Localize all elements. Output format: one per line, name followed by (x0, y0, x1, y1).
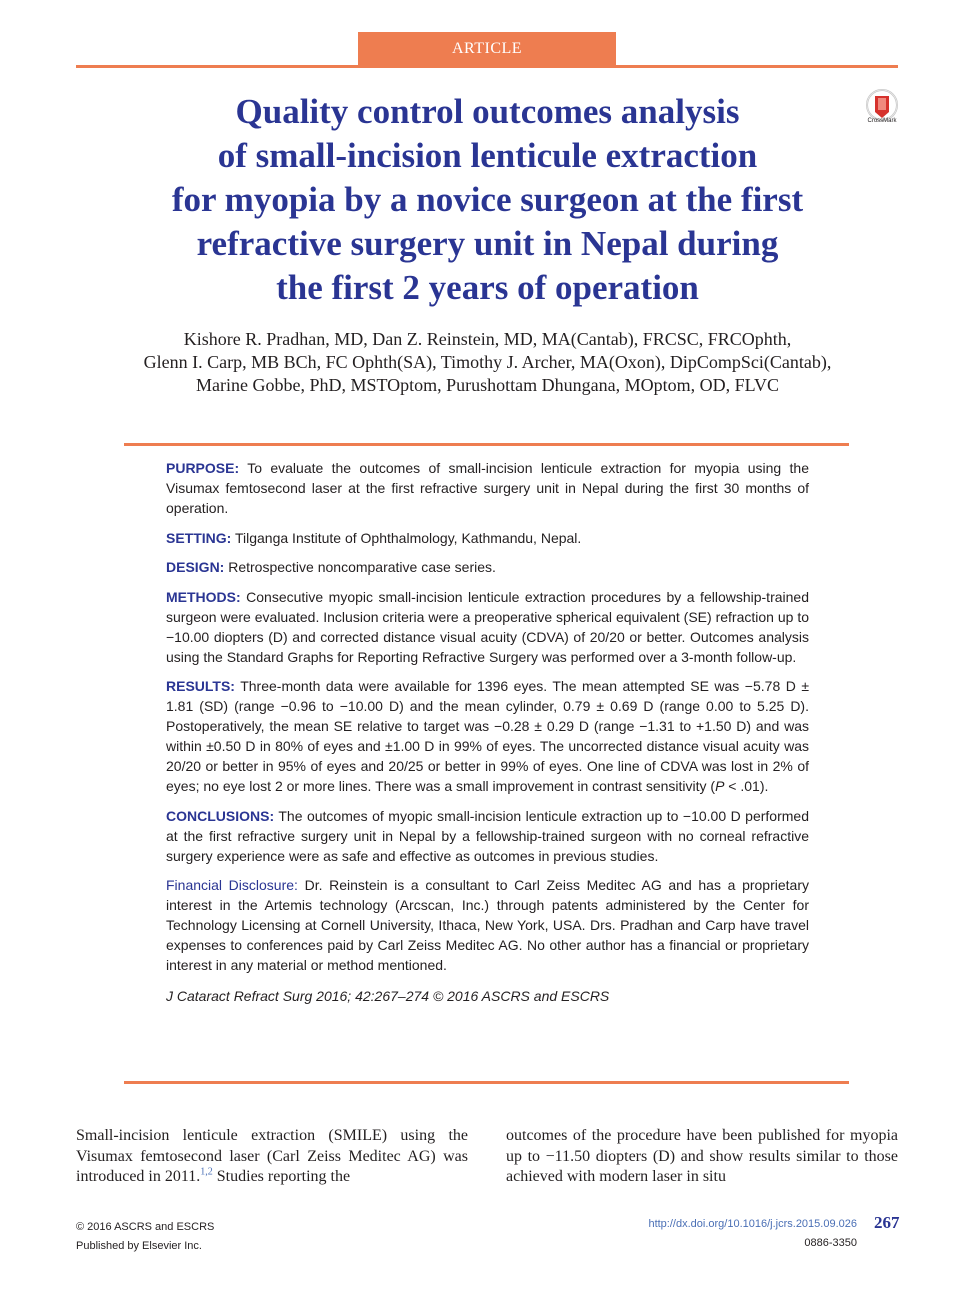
abstract-results (166, 676, 809, 796)
purpose-text: To evaluate the outcomes of small-incision lenticule extraction for myopia using the Visumax femtosecond laser at the first refractive surgery unit in Nepal during the first 30 months of operation. (166, 460, 809, 516)
setting-label: SETTING: (166, 529, 232, 546)
footer-copyright: © 2016 ASCRS and ESCRS (76, 1221, 215, 1233)
title-line: Quality control outcomes analysis (235, 92, 740, 131)
title-line: the first 2 years of operation (276, 268, 699, 307)
conclusions-label: CONCLUSIONS: (166, 807, 275, 824)
section-label: ARTICLE (358, 32, 616, 66)
purpose-label: PURPOSE: (166, 460, 240, 476)
abstract-financial-disclosure (166, 875, 809, 975)
design-text: Retrospective noncomparative case series. (228, 559, 496, 575)
abstract-setting (166, 528, 809, 548)
article-title (110, 90, 865, 310)
issn: 0886-3350 (804, 1237, 857, 1249)
title-line: refractive surgery unit in Nepal during (196, 224, 779, 263)
financial-label: Financial Disclosure: (166, 877, 298, 893)
results-text-end: < .01). (724, 778, 769, 794)
methods-label: METHODS: (166, 588, 241, 605)
setting-text: Tilganga Institute of Ophthalmology, Kathmandu, Nepal. (234, 529, 582, 546)
author-line: Marine Gobbe, PhD, MSTOptom, Purushottam Dhungana, MOptom, OD, FLVC (195, 375, 779, 395)
reference-link[interactable]: 1,2 (200, 1166, 213, 1178)
abstract-top-divider (124, 443, 849, 446)
author-line: Kishore R. Pradhan, MD, Dan Z. Reinstein, MD, MA(Cantab), FRCSC, FRCOphth, (183, 329, 792, 349)
design-label: DESIGN: (166, 559, 225, 575)
conclusions-text: The outcomes of myopic small-incision lenticule extraction up to −10.00 D performed at the first refractive surgery unit in Nepal by a fellowship-trained surgeon with no corneal refractive surgery experience were as safe and effective as outcomes in previous studies. (166, 807, 809, 864)
author-list (90, 328, 885, 397)
abstract-design (166, 557, 809, 577)
body-text: Small-incision lenticule extraction (SMILE) using the Visumax femtosecond laser (Carl Zeiss Meditec AG) was introduced in 2011. (76, 1127, 468, 1185)
title-line: of small-incision lenticule extraction (217, 136, 758, 175)
abstract-conclusions (166, 806, 809, 866)
top-divider (76, 65, 898, 68)
title-line: for myopia by a novice surgeon at the first (171, 180, 804, 219)
footer-publisher: Published by Elsevier Inc. (76, 1240, 202, 1252)
footer-publisher-info (76, 1218, 214, 1256)
abstract-purpose (166, 458, 809, 518)
body-column-left (76, 1126, 468, 1188)
abstract-methods (166, 587, 809, 667)
p-value-symbol: P (715, 778, 725, 794)
financial-text: Dr. Reinstein is a consultant to Carl Zeiss Meditec AG and has a proprietary interest in the Artemis technology (Arcscan, Inc.) through patents administered by the Center for Technology Licensing at Cornell University, Ithaca, New York, USA. Drs. Pradhan and Carp have travel expenses to conferences paid by Carl Zeiss Meditec AG. No other author has a financial or proprietary interest in any material or method mentioned. (166, 877, 809, 973)
methods-text: Consecutive myopic small-incision lenticule extraction procedures by a fellowship-trained surgeon were evaluated. Inclusion criteria were a preoperative spherical equivalent (SE) refraction up to −10.00 diopters (D) and corrected distance visual acuity (CDVA) of 20/20 or better. Outcomes analysis using the Standard Graphs for Reporting Refractive Surgery was performed over a 3-month follow-up. (166, 588, 809, 665)
author-line: Glenn I. Carp, MB BCh, FC Ophth(SA), Timothy J. Archer, MA(Oxon), DipCompSci(Cantab), (143, 352, 832, 372)
results-text: Three-month data were available for 1396 eyes. The mean attempted SE was −5.78 D ± 1.81 (SD) (range −0.96 to −10.00 D) and the mean cylinder, 0.79 ± 0.69 D (range 0.00 to 5.25 D). Postoperatively, the mean SE relative to target was −0.28 ± 0.29 D (range −1.31 to +1.50 D) and was within ±0.50 D in 80% of eyes and ±1.00 D in 99% of eyes. The uncorrected distance visual acuity was 20/20 or better in 95% of eyes and 20/25 or better in 99% of eyes. One line of CDVA was lost in 2% of eyes; no eye lost 2 or more lines. There was a small improvement in contrast sensitivity ( (166, 678, 810, 794)
crossmark-label: CrossMark (867, 118, 897, 124)
results-label: RESULTS: (166, 678, 235, 694)
body-text: Studies reporting the (212, 1168, 351, 1185)
doi-link[interactable]: http://dx.doi.org/10.1016/j.jcrs.2015.09.026 (648, 1218, 857, 1230)
page-number: 267 (874, 1213, 900, 1232)
abstract (166, 458, 809, 1016)
journal-citation: J Cataract Refract Surg 2016; 42:267–274 © 2016 ASCRS and ESCRS (166, 988, 610, 1004)
body-column-right: outcomes of the procedure have been published for myopia up to −11.50 diopters (D) and show results similar to those achieved with modern laser in situ (506, 1127, 898, 1185)
abstract-bottom-divider (124, 1081, 849, 1084)
